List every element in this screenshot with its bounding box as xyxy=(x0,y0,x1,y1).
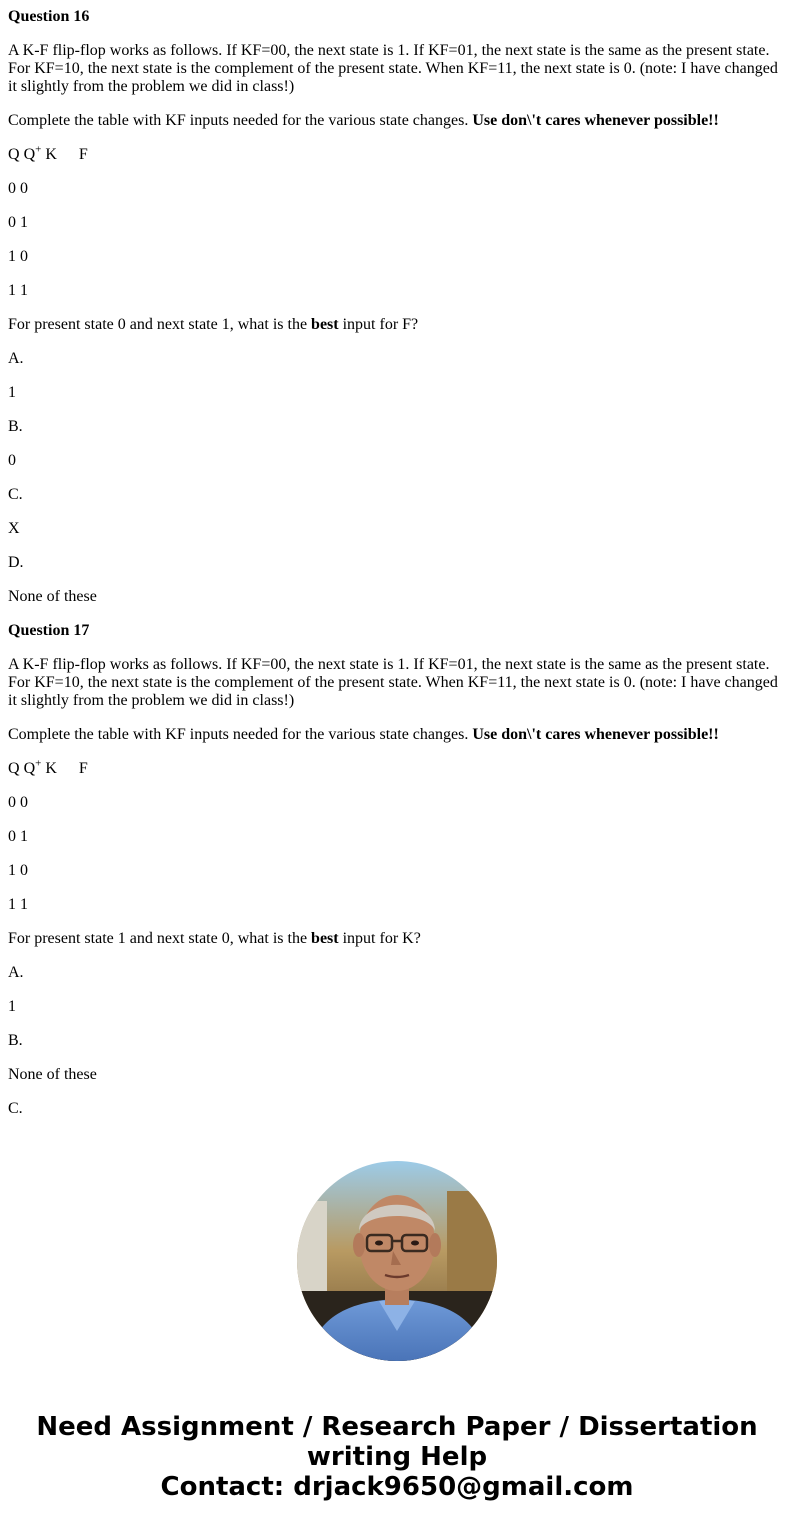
header-f: F xyxy=(78,146,88,163)
option-text-b[interactable]: 0 xyxy=(8,452,16,469)
question-prompt xyxy=(8,316,786,334)
question-instruction xyxy=(8,112,786,130)
avatar-portrait-icon xyxy=(297,1161,497,1361)
avatar xyxy=(297,1161,497,1361)
instruction-emphasis: Use don\'t cares whenever possible!! xyxy=(472,726,719,743)
promo-contact[interactable]: Contact: drjack9650@gmail.com xyxy=(160,1472,634,1502)
table-row: 0 1 xyxy=(8,828,28,845)
option-letter-c[interactable]: C. xyxy=(8,1100,23,1117)
table-row: 1 1 xyxy=(8,896,28,913)
option-letter-b[interactable]: B. xyxy=(8,1032,23,1049)
prompt-text: For present state 1 and next state 0, what is the xyxy=(8,930,312,947)
question-title: Question 16 xyxy=(8,8,90,25)
question-intro: A K-F flip-flop works as follows. If KF=00, the next state is 1. If KF=01, the next state is the same as the present state. For KF=10, the next state is the complement of the present state. When KF=11, the next state is 0. (note: I have changed it slightly from the problem we did in class!) xyxy=(8,42,778,95)
header-f: F xyxy=(78,760,88,777)
option-text-d[interactable]: None of these xyxy=(8,588,97,605)
table-row: 1 0 xyxy=(8,248,28,265)
question-intro: A K-F flip-flop works as follows. If KF=00, the next state is 1. If KF=01, the next state is the same as the present state. For KF=10, the next state is the complement of the present state. When KF=11, the next state is 0. (note: I have changed it slightly from the problem we did in class!) xyxy=(8,656,778,709)
option-text-a[interactable]: 1 xyxy=(8,998,16,1015)
table-header xyxy=(8,143,786,164)
header-plus: + xyxy=(35,757,42,770)
header-q: Q xyxy=(8,760,20,777)
question-title: Question 17 xyxy=(8,622,90,639)
promo-line-2: writing Help xyxy=(306,1442,488,1472)
question-16 xyxy=(8,8,786,606)
header-q-next: Q xyxy=(23,760,36,777)
question-17 xyxy=(8,622,786,1118)
option-text-a[interactable]: 1 xyxy=(8,384,16,401)
prompt-emphasis: best xyxy=(311,930,339,947)
header-k: K xyxy=(45,146,57,163)
instruction-text: Complete the table with KF inputs needed for the various state changes. xyxy=(8,726,473,743)
option-letter-a[interactable]: A. xyxy=(8,964,24,981)
table-row: 0 1 xyxy=(8,214,28,231)
option-text-c[interactable]: X xyxy=(8,520,20,537)
prompt-text-end: input for K? xyxy=(338,930,421,947)
header-plus: + xyxy=(35,143,42,156)
option-letter-a[interactable]: A. xyxy=(8,350,24,367)
header-q: Q xyxy=(8,146,20,163)
table-row: 1 1 xyxy=(8,282,28,299)
instruction-emphasis: Use don\'t cares whenever possible!! xyxy=(472,112,719,129)
table-header xyxy=(8,757,786,778)
option-letter-d[interactable]: D. xyxy=(8,554,24,571)
option-text-b[interactable]: None of these xyxy=(8,1066,97,1083)
promo-line-1: Need Assignment / Research Paper / Dissertation xyxy=(36,1412,758,1442)
table-row: 0 0 xyxy=(8,180,28,197)
option-letter-c[interactable]: C. xyxy=(8,486,23,503)
option-letter-b[interactable]: B. xyxy=(8,418,23,435)
header-q-next: Q xyxy=(23,146,36,163)
prompt-text-end: input for F? xyxy=(338,316,419,333)
header-k: K xyxy=(45,760,57,777)
question-prompt xyxy=(8,930,786,948)
instruction-text: Complete the table with KF inputs needed for the various state changes. xyxy=(8,112,473,129)
prompt-emphasis: best xyxy=(311,316,339,333)
table-row: 1 0 xyxy=(8,862,28,879)
question-instruction xyxy=(8,726,786,744)
prompt-text: For present state 0 and next state 1, what is the xyxy=(8,316,312,333)
document-page xyxy=(0,8,794,1531)
promo-banner xyxy=(0,1412,794,1502)
table-row: 0 0 xyxy=(8,794,28,811)
